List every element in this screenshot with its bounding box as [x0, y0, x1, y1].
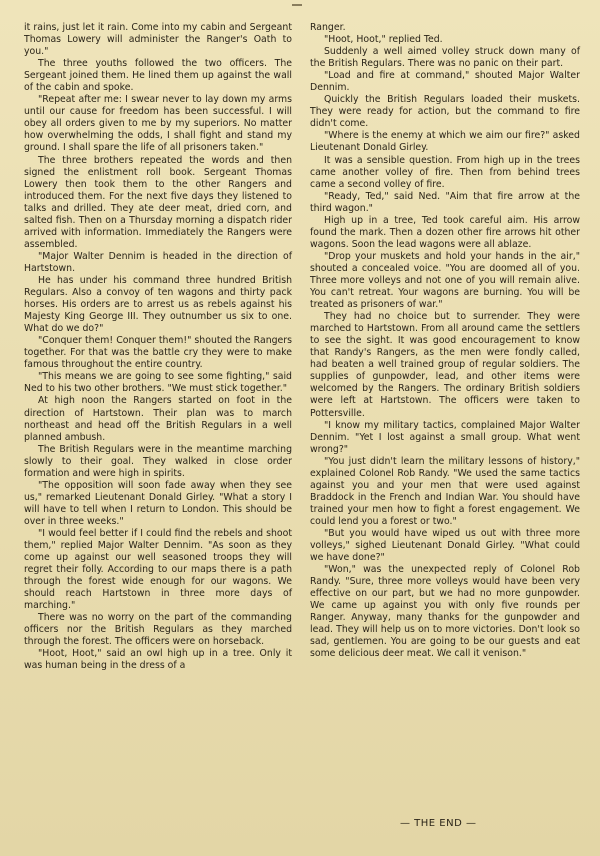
left-column — [24, 22, 292, 673]
paragraph: "Ready, Ted," said Ned. "Aim that fire arrow at the third wagon." — [310, 190, 580, 214]
paragraph: "The opposition will soon fade away when they see us," remarked Lieutenant Donald Girley. "What a story I will have to tell when I return to London. This should be over in three weeks." — [24, 479, 292, 527]
paragraph: It was a sensible question. From high up in the trees came another volley of fire. Then from behind trees came a second volley of fire. — [310, 154, 580, 190]
paragraph: The three brothers repeated the words and then signed the enlistment roll book. Sergeant Thomas Lowery then took them to the other Rangers and introduced them. For the next five days they listened to talks and drilled. They ate deer meat, dried corn, and salted fish. Then on a Thursday morning a dispatch rider arrived with information. Immediately the Rangers were assembled. — [24, 154, 292, 250]
paragraph: it rains, just let it rain. Come into my cabin and Sergeant Thomas Lowery will administer the Ranger's Oath to you." — [24, 22, 292, 58]
paragraph: Suddenly a well aimed volley struck down many of the British Regulars. There was no panic on their part. — [310, 46, 580, 70]
paragraph: "Where is the enemy at which we aim our fire?" asked Lieutenant Donald Girley. — [310, 130, 580, 154]
paragraph: Ranger. — [310, 22, 346, 33]
paragraph: "Hoot, Hoot," replied Ted. — [324, 34, 443, 46]
paragraph: The three youths followed the two officers. The Sergeant joined them. He lined them up against the wall of the cabin and spoke. — [24, 58, 292, 94]
paragraph: "Major Walter Dennim is headed in the direction of Hartstown. — [24, 250, 292, 274]
paragraph: There was no worry on the part of the commanding officers nor the British Regulars as they marched through the forest. The officers were on horseback. — [24, 612, 292, 648]
paragraph: The British Regulars were in the meantime marching slowly to their goal. They walked in close order formation and were high in spirits. — [24, 443, 292, 479]
paragraph: "Load and fire at command," shouted Major Walter Dennim. — [310, 70, 580, 94]
paragraph: "Won," was the unexpected reply of Colonel Rob Randy. "Sure, three more volleys would have been very effective on our part, but we had no more gunpowder. We came up against you with only five rounds per Ranger. Anyway, many thanks for the gunpowder and lead. They will help us on to more victories. Don't look so sad, gentlemen. You are going to be our guests and eat some delicious deer meat. We call it venison." — [310, 564, 580, 660]
paragraph: "Conquer them! Conquer them!" shouted the Rangers together. For that was the battle cry they were to make famous throughout the entire country. — [24, 335, 292, 371]
paragraph: "Hoot, Hoot," said an owl high up in a tree. Only it was human being in the dress of a — [24, 648, 292, 672]
paragraph: High up in a tree, Ted took careful aim. His arrow found the mark. Then a dozen other fire arrows hit other wagons. Soon the lead wagons were all ablaze. — [310, 214, 580, 250]
paragraph: "You just didn't learn the military lessons of history," explained Colonel Rob Randy. "We used the same tactics against you and your men that were used against Braddock in the French and Indian War. You should have trained your men how to fight a forest engagement. We could lend you a forest or two." — [310, 455, 580, 527]
page-top-mark — [292, 4, 302, 6]
the-end-label: — THE END — — [400, 818, 477, 829]
paragraph: He has under his command three hundred British Regulars. Also a convoy of ten wagons and thirty pack horses. His orders are to arrest us as rebels against his Majesty King George III. They outnumber us six to one. What do we do?" — [24, 274, 292, 335]
paragraph: "I know my military tactics, complained Major Walter Dennim. "Yet I lost against a small group. What went wrong?" — [310, 419, 580, 455]
paragraph: "Drop your muskets and hold your hands in the air," shouted a concealed voice. "You are doomed all of you. Three more volleys and not one of you will remain alive. You can't retreat. Your wagons are burning. You will be treated as prisoners of war." — [310, 250, 580, 311]
paragraph: "I would feel better if I could find the rebels and shoot them," replied Major Walter Dennim. "As soon as they come up against our well seasoned troops they will regret their folly. According to our maps there is a path through the forest wide enough for our wagons. We should reach Hartstown in three more days of marching." — [24, 527, 292, 612]
paragraph: Quickly the British Regulars loaded their muskets. They were ready for action, but the command to fire didn't come. — [310, 94, 580, 130]
paragraph: "This means we are going to see some fighting," said Ned to his two other brothers. "We must stick together." — [24, 371, 292, 395]
paragraph: They had no choice but to surrender. They were marched to Hartstown. From all around came the settlers to see the sight. It was good encouragement to know that Randy's Rangers, as the men were fondly called, had beaten a well trained group of regular soldiers. The supplies of gunpowder, lead, and other items were welcomed by the Rangers. The ordinary British soldiers were left at Hartstown. The officers were taken to Pottersville. — [310, 311, 580, 419]
paragraph: "But you would have wiped us out with three more volleys," sighed Lieutenant Donald Girley. "What could we have done?" — [310, 527, 580, 564]
paragraph: At high noon the Rangers started on foot in the direction of Hartstown. Their plan was to march northeast and head off the British Regulars in a well planned ambush. — [24, 395, 292, 443]
right-column — [310, 22, 580, 660]
paragraph: "Repeat after me: I swear never to lay down my arms until our cause for freedom has been successful. I will obey all orders given to me by my superiors. No matter how overwhelming the odds, I shall fight and stand my ground. I shall spare the life of all prisoners taken." — [24, 94, 292, 154]
